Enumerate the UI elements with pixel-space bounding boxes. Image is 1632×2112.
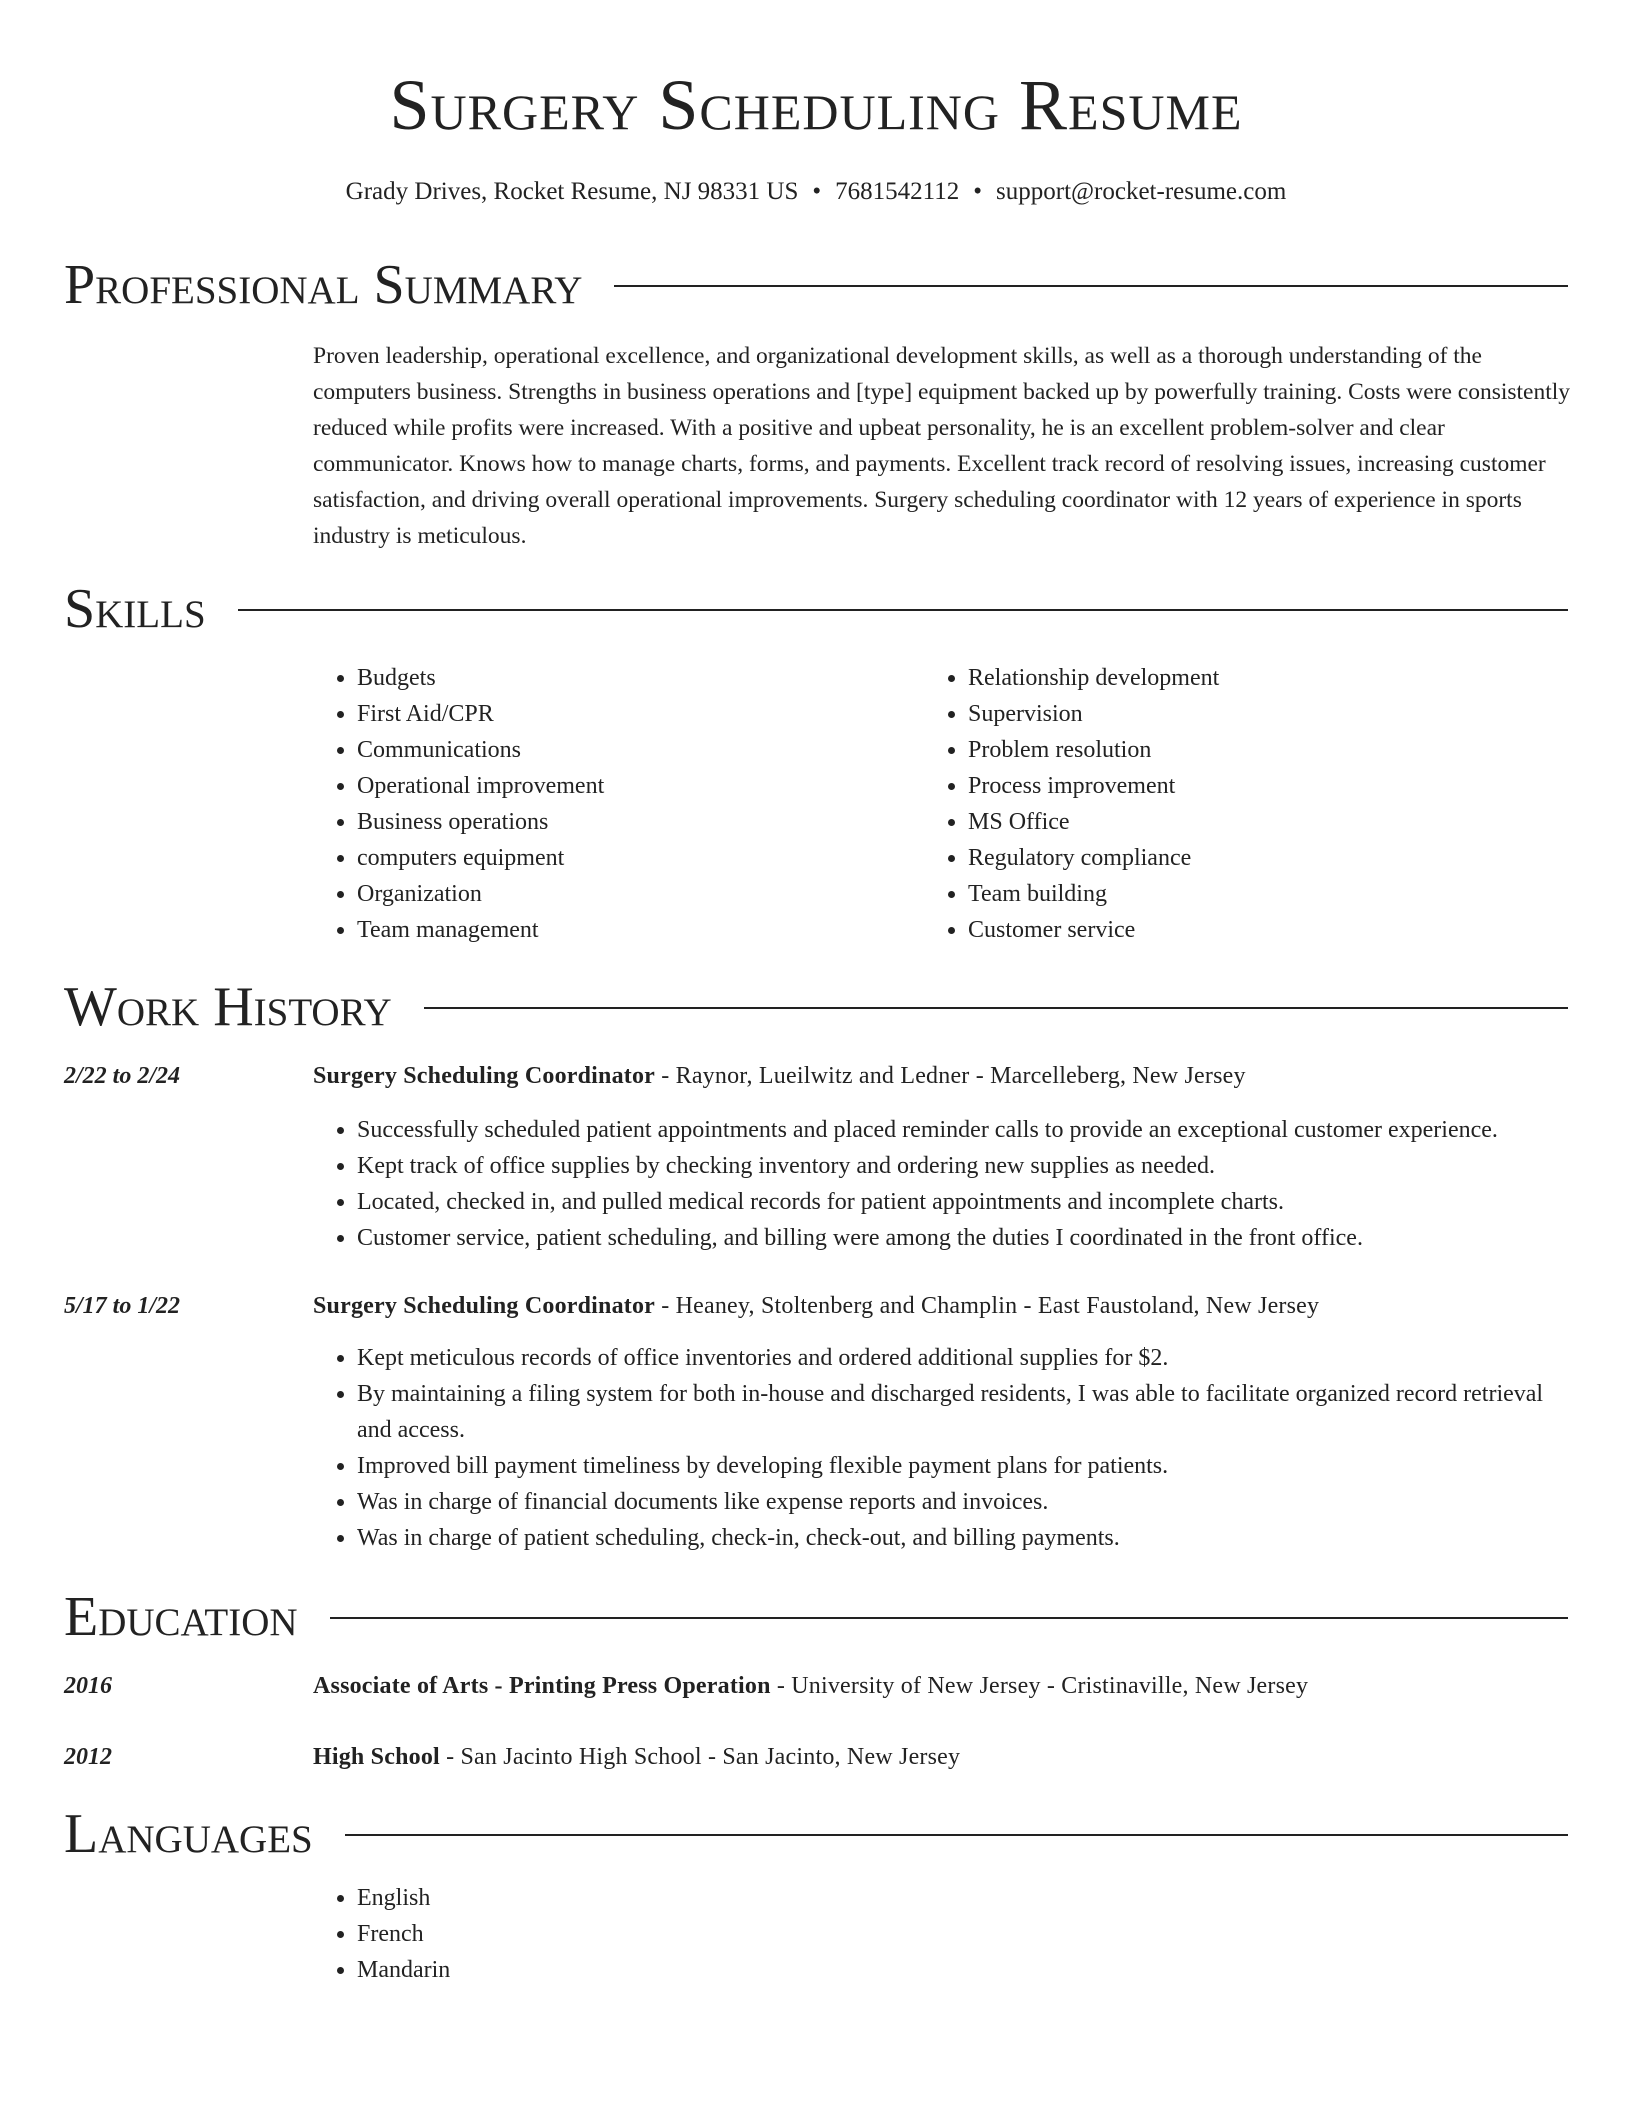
section-divider bbox=[614, 285, 1568, 287]
job-title: Surgery Scheduling Coordinator bbox=[313, 1293, 656, 1319]
duty-item: • Was in charge of patient scheduling, check-in, check-out, and billing payments. bbox=[357, 1520, 1583, 1556]
language-item: • Mandarin bbox=[357, 1952, 1583, 1988]
education-degree: Associate of Arts - Printing Press Operation bbox=[313, 1673, 771, 1699]
skill-item: • Business operations bbox=[357, 804, 913, 840]
skill-item: • Regulatory compliance bbox=[968, 840, 1524, 876]
education-section-header bbox=[64, 1584, 1568, 1650]
skill-item: • Problem resolution bbox=[968, 732, 1524, 768]
job-dates: 5/17 to 1/22 bbox=[64, 1293, 181, 1319]
skills-column-right bbox=[924, 660, 1524, 948]
skill-item: • computers equipment bbox=[357, 840, 913, 876]
job-dates: 2/22 to 2/24 bbox=[64, 1063, 181, 1089]
contact-separator: • bbox=[812, 178, 822, 205]
education-heading bbox=[313, 1668, 1308, 1704]
education-year: 2016 bbox=[64, 1673, 112, 1699]
skill-item: • Relationship development bbox=[968, 660, 1524, 696]
section-title: Skills bbox=[64, 578, 206, 640]
skill-item: • Customer service bbox=[968, 912, 1524, 948]
job-duties bbox=[313, 1340, 1583, 1556]
section-title: Education bbox=[64, 1586, 298, 1648]
section-title: Work History bbox=[64, 976, 392, 1038]
duty-item: • Successfully scheduled patient appointments and placed reminder calls to provide an exceptional customer experience. bbox=[357, 1112, 1583, 1148]
summary-section-header bbox=[64, 252, 1568, 318]
section-title: Professional Summary bbox=[64, 254, 583, 316]
skill-item: • Process improvement bbox=[968, 768, 1524, 804]
contact-phone: 7681542112 bbox=[835, 178, 960, 205]
job-heading bbox=[313, 1058, 1246, 1094]
skill-item: • First Aid/CPR bbox=[357, 696, 913, 732]
section-divider bbox=[238, 609, 1568, 611]
languages-section-header bbox=[64, 1801, 1568, 1867]
section-divider bbox=[345, 1834, 1568, 1836]
section-divider bbox=[424, 1007, 1568, 1009]
skill-item: • Team building bbox=[968, 876, 1524, 912]
education-school: - San Jacinto High School - San Jacinto, New Jersey bbox=[439, 1744, 961, 1770]
duty-item: • By maintaining a filing system for both in-house and discharged residents, I was able to facilitate organized record retrieval and access. bbox=[357, 1376, 1583, 1448]
work-section-header bbox=[64, 974, 1568, 1040]
contact-address: Grady Drives, Rocket Resume, NJ 98331 US bbox=[345, 178, 799, 205]
contact-email: support@rocket-resume.com bbox=[996, 178, 1287, 205]
job-heading bbox=[313, 1288, 1319, 1324]
summary-text: Proven leadership, operational excellence, and organizational development skills, as well as a thorough understanding of the computers business. Strengths in business operations and [type] equipment backed up by powerfully training. Costs were consistently reduced while profits were increased. With a positive and upbeat personality, he is an excellent problem-solver and clear communicator. Knows how to manage charts, forms, and payments. Excellent track record of resolving issues, increasing customer satisfaction, and driving overall operational improvements. Surgery scheduling coordinator with 12 years of experience in sports industry is meticulous. bbox=[313, 343, 1571, 549]
language-item: • French bbox=[357, 1916, 1583, 1952]
skill-item: • MS Office bbox=[968, 804, 1524, 840]
languages-block bbox=[313, 1880, 1583, 1988]
section-title: Languages bbox=[64, 1803, 313, 1865]
duty-item: • Was in charge of financial documents like expense reports and invoices. bbox=[357, 1484, 1583, 1520]
skills-list bbox=[313, 660, 913, 948]
job-title: Surgery Scheduling Coordinator bbox=[313, 1063, 656, 1089]
education-school: - University of New Jersey - Cristinaville, New Jersey bbox=[770, 1673, 1309, 1699]
skills-section-header bbox=[64, 576, 1568, 642]
duties-list bbox=[313, 1340, 1583, 1556]
duty-item: • Kept track of office supplies by checking inventory and ordering new supplies as needed. bbox=[357, 1148, 1583, 1184]
skill-item: • Supervision bbox=[968, 696, 1524, 732]
duty-item: • Improved bill payment timeliness by developing flexible payment plans for patients. bbox=[357, 1448, 1583, 1484]
skill-item: • Organization bbox=[357, 876, 913, 912]
languages-list bbox=[313, 1880, 1583, 1988]
duty-item: • Kept meticulous records of office inventories and ordered additional supplies for $2. bbox=[357, 1340, 1583, 1376]
section-divider bbox=[330, 1617, 1568, 1619]
skill-item: • Communications bbox=[357, 732, 913, 768]
education-degree: High School bbox=[313, 1744, 440, 1770]
education-heading bbox=[313, 1739, 960, 1775]
contact-separator: • bbox=[973, 178, 983, 205]
skill-item: • Budgets bbox=[357, 660, 913, 696]
duty-item: • Customer service, patient scheduling, and billing were among the duties I coordinated in the front office. bbox=[357, 1220, 1583, 1256]
skills-column-left bbox=[313, 660, 913, 948]
duty-item: • Located, checked in, and pulled medical records for patient appointments and incomplete charts. bbox=[357, 1184, 1583, 1220]
skill-item: • Operational improvement bbox=[357, 768, 913, 804]
contact-line bbox=[0, 174, 1632, 210]
resume-title: Surgery Scheduling Resume bbox=[389, 65, 1243, 145]
job-employer: - Heaney, Stoltenberg and Champlin - East Faustoland, New Jersey bbox=[655, 1293, 1320, 1319]
skills-list bbox=[924, 660, 1524, 948]
language-item: • English bbox=[357, 1880, 1583, 1916]
education-year: 2012 bbox=[64, 1744, 112, 1770]
duties-list bbox=[313, 1112, 1583, 1256]
job-employer: - Raynor, Lueilwitz and Ledner - Marcelleberg, New Jersey bbox=[655, 1063, 1246, 1089]
job-duties bbox=[313, 1112, 1583, 1256]
skill-item: • Team management bbox=[357, 912, 913, 948]
